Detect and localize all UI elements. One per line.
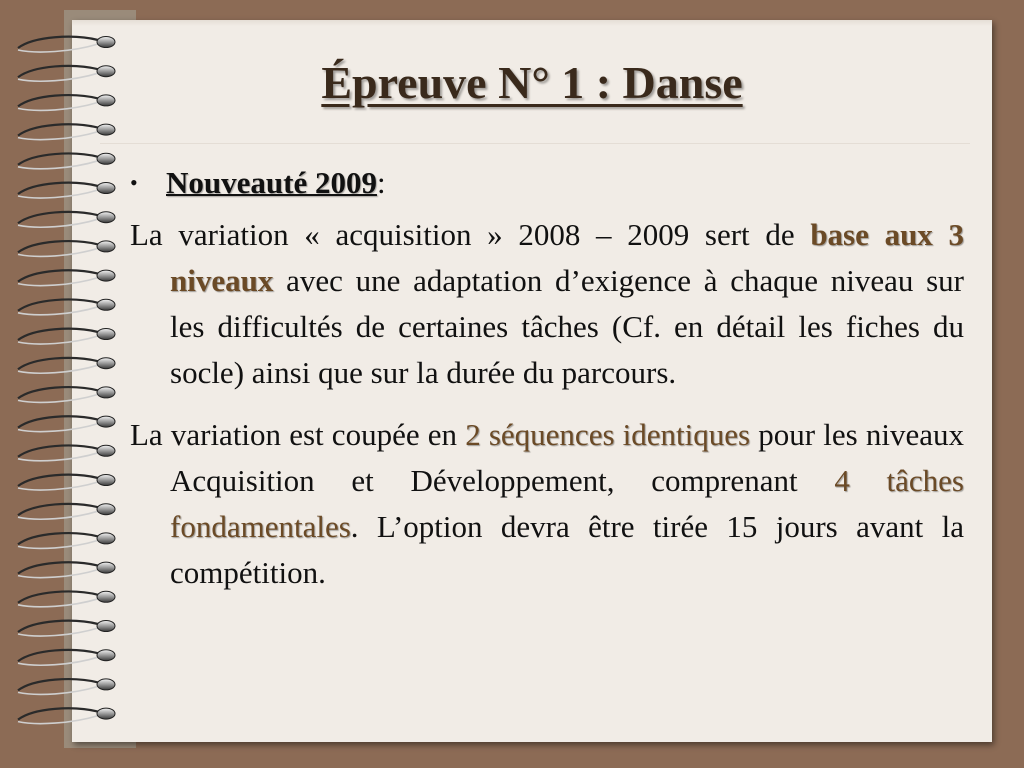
bullet-item bbox=[130, 160, 964, 206]
bullet-dot-icon: • bbox=[130, 170, 138, 195]
paragraph-sequences bbox=[130, 412, 964, 596]
highlight-taches: 4 tâches fondamentales bbox=[170, 463, 964, 544]
highlight-base-niveaux: base aux 3 niveaux bbox=[170, 217, 964, 298]
binding-ring-icon bbox=[18, 708, 115, 724]
binding-ring-icon bbox=[18, 270, 115, 286]
paragraph2-text-end: . L’option devra être tirée 15 jours avant la compétition. bbox=[170, 509, 964, 590]
paragraph2-text-start: La variation est coupée en bbox=[130, 417, 466, 452]
title-divider bbox=[100, 143, 970, 144]
highlight-sequences: 2 séquences identiques bbox=[465, 417, 751, 452]
paragraph1-text-end: avec une adaptation d’exigence à chaque niveau sur les difficultés de certaines tâches (Cf. en détail les fiches du socle) ainsi que sur la durée du parcours. bbox=[170, 263, 964, 390]
binding-ring-icon bbox=[18, 212, 115, 228]
binding-ring-icon bbox=[18, 504, 115, 520]
binding-ring-icon bbox=[18, 153, 115, 169]
page-title: Épreuve N° 1 : Danse bbox=[321, 57, 743, 108]
binding-ring-icon bbox=[18, 416, 115, 432]
bullet-heading: Nouveauté 2009 bbox=[166, 165, 377, 200]
binding-ring-icon bbox=[18, 299, 115, 315]
binding-ring-icon bbox=[18, 241, 115, 257]
paragraph1-text-start: La variation « acquisition » 2008 – 2009 sert de bbox=[130, 217, 811, 252]
binding-ring-icon bbox=[18, 621, 115, 637]
slide-content bbox=[130, 160, 964, 596]
bullet-heading-suffix: : bbox=[376, 165, 386, 200]
binding-ring-icon bbox=[18, 591, 115, 607]
binding-ring-icon bbox=[18, 562, 115, 578]
binding-ring-icon bbox=[18, 387, 115, 403]
binding-ring-icon bbox=[18, 533, 115, 549]
binding-ring-icon bbox=[18, 37, 115, 53]
paragraph-acquisition bbox=[130, 212, 964, 396]
binding-ring-icon bbox=[18, 358, 115, 374]
binding-ring-icon bbox=[18, 650, 115, 666]
page-top-edge bbox=[72, 20, 992, 26]
binding-ring-icon bbox=[18, 475, 115, 491]
binding-ring-icon bbox=[18, 445, 115, 461]
binding-ring-icon bbox=[18, 329, 115, 345]
binding-ring-icon bbox=[18, 124, 115, 140]
paragraph2-text-middle: pour les niveaux Acquisition et Développement, comprenant bbox=[170, 417, 964, 498]
binding-ring-icon bbox=[18, 679, 115, 695]
spiral-binding-icon bbox=[14, 28, 124, 748]
binding-ring-icon bbox=[18, 183, 115, 199]
